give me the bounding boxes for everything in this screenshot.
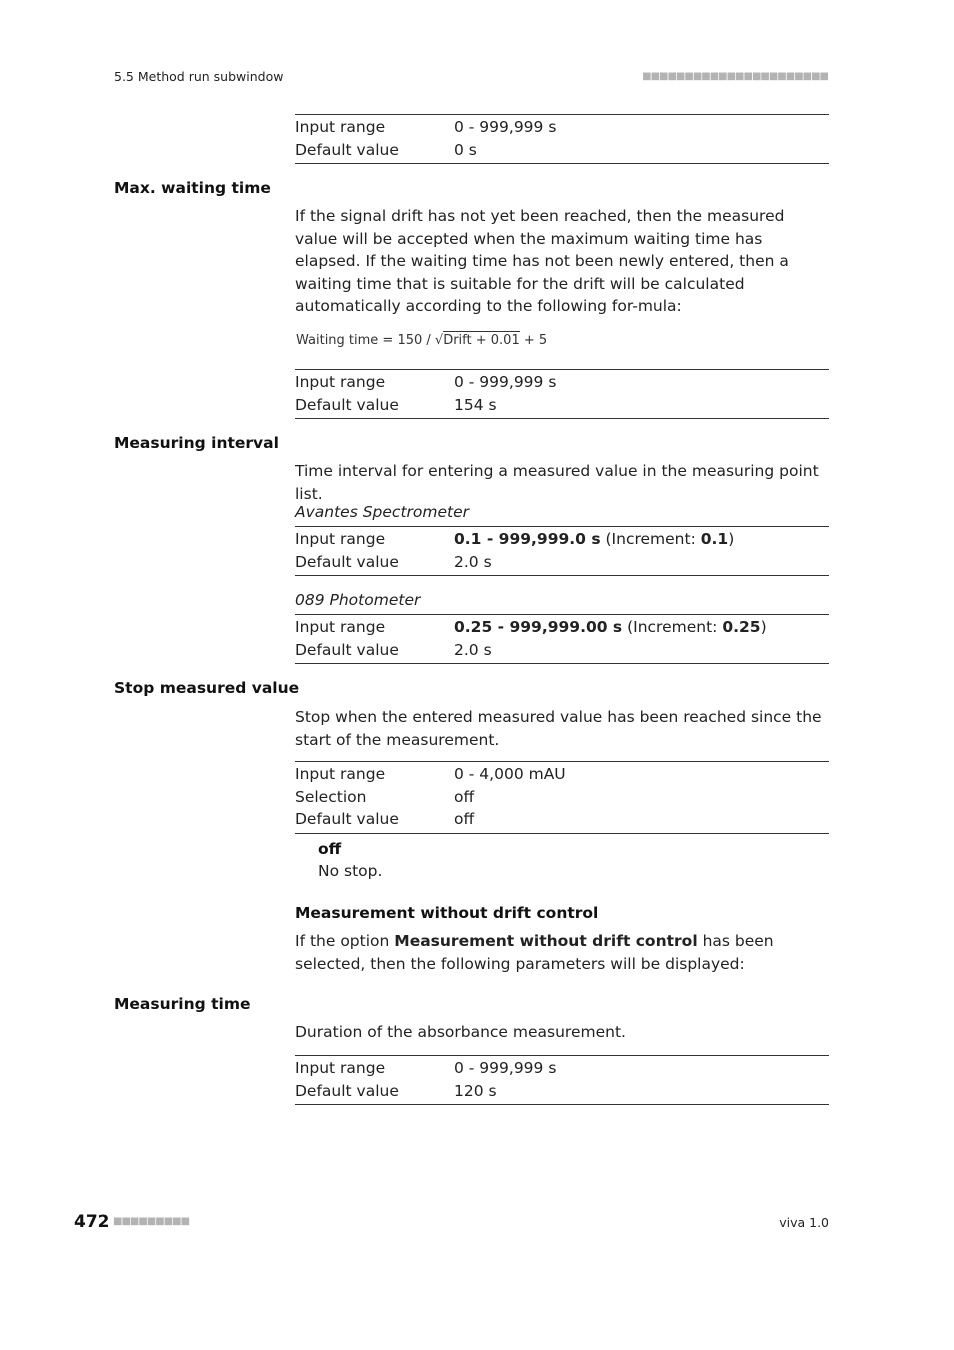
param-label: Input range (295, 618, 386, 636)
table-row (295, 116, 829, 139)
header-decoration: ■■■■■■■■■■■■■■■■■■■■■■ (642, 71, 828, 82)
table-row (295, 1080, 829, 1103)
table-row (295, 1057, 829, 1080)
table-row (295, 139, 829, 162)
param-value: 0 - 4,000 mAU (454, 765, 566, 783)
param-table-max-waiting (295, 369, 829, 419)
max-waiting-description: If the signal drift has not yet been reached, then the measured value will be accepted when the maximum waiting time has elapsed. If the waiting time has not been newly entered, then a waiting time that is suitable for the drift will be calculated automatically according to the following for-mula: (295, 207, 789, 316)
param-value: 0 - 999,999 s (454, 118, 557, 136)
param-value: 0 s (454, 140, 477, 159)
option-title-off: off (318, 840, 342, 858)
formula-radicand: Drift + 0.01 (443, 333, 520, 348)
formula-tail: + 5 (519, 333, 548, 348)
param-label: Selection (295, 787, 367, 806)
param-value: 0.25 - 999,999.00 s (Increment: 0.25) (454, 618, 767, 636)
param-table-photometer (295, 614, 829, 664)
without-drift-description: If the option Measurement without drift control has been selected, then the following parameters will be displayed: (295, 932, 774, 973)
footer-decoration: ■■■■■■■■■ (113, 1216, 190, 1227)
header-section-title: 5.5 Method run subwindow (114, 69, 284, 84)
param-table-avantes (295, 526, 829, 576)
measuring-interval-description: Time interval for entering a measured value in the measuring point list. (295, 462, 819, 503)
table-row (295, 394, 829, 417)
param-value: off (454, 810, 475, 829)
option-description-off: No stop. (318, 862, 383, 880)
param-label: Default value (295, 640, 399, 659)
table-row (295, 528, 829, 551)
param-table-stop-measured (295, 761, 829, 834)
photometer-caption: 089 Photometer (295, 591, 421, 609)
param-value: 154 s (454, 395, 497, 414)
param-label: Default value (295, 140, 399, 159)
table-row (295, 616, 829, 639)
page-number: 472 (74, 1212, 110, 1232)
section-heading-measuring-time: Measuring time (114, 995, 251, 1013)
table-row (295, 763, 829, 786)
param-table-top (295, 114, 829, 164)
formula-lhs: Waiting time = 150 / √ (296, 333, 444, 348)
param-label: Default value (295, 810, 399, 829)
section-heading-max-waiting-time: Max. waiting time (114, 179, 271, 197)
param-label: Input range (295, 373, 386, 391)
param-label: Input range (295, 765, 386, 783)
table-row (295, 808, 829, 831)
param-value: 0 - 999,999 s (454, 373, 557, 391)
param-label: Input range (295, 1059, 386, 1077)
table-row (295, 551, 829, 574)
avantes-caption: Avantes Spectrometer (295, 503, 470, 521)
param-label: Input range (295, 118, 386, 136)
param-label: Default value (295, 1081, 399, 1100)
param-label: Input range (295, 530, 386, 548)
table-row (295, 371, 829, 394)
table-row (295, 786, 829, 809)
param-value: 120 s (454, 1081, 497, 1100)
subheading-without-drift-control: Measurement without drift control (295, 904, 599, 922)
footer-product: viva 1.0 (779, 1215, 829, 1230)
section-heading-stop-measured-value: Stop measured value (114, 679, 300, 697)
param-value: 2.0 s (454, 552, 492, 571)
param-table-measuring-time (295, 1055, 829, 1105)
section-heading-measuring-interval: Measuring interval (114, 434, 279, 452)
param-value: 0 - 999,999 s (454, 1059, 557, 1077)
param-label: Default value (295, 552, 399, 571)
table-row (295, 639, 829, 662)
measuring-time-description: Duration of the absorbance measurement. (295, 1023, 626, 1041)
param-value: 0.1 - 999,999.0 s (Increment: 0.1) (454, 530, 735, 548)
waiting-time-formula (296, 333, 547, 348)
param-value: 2.0 s (454, 640, 492, 659)
param-label: Default value (295, 395, 399, 414)
param-value: off (454, 787, 475, 806)
stop-measured-description: Stop when the entered measured value has been reached since the start of the measurement. (295, 708, 822, 749)
